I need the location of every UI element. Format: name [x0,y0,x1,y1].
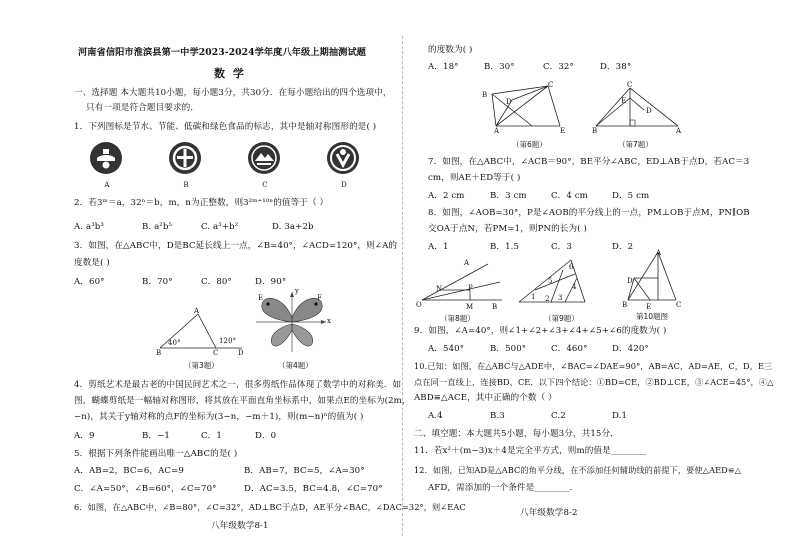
figure-9 [515,256,595,306]
q7-option-a: A．2 cm [428,191,465,201]
fig8-label-n: N [436,285,443,293]
q8-option-a: A．1 [428,242,449,252]
figure-6 [488,80,566,134]
figure-8 [418,260,504,306]
left-footer: 八年级数学8-1 [211,521,269,531]
q5-option-d: D．AC=3.5，BC=4.8，∠C=70° [244,484,383,494]
fig7-label-b: B [592,127,598,135]
logo-label-d: D [341,181,347,189]
logo-label-a: A [104,181,110,189]
fig4-label-e: E [258,294,264,302]
q6-option-d: D．38° [600,62,632,72]
fig3-angle-b: 40° [168,339,181,347]
fig8-label-a: A [464,259,470,267]
subject-heading: 数 学 [214,67,246,80]
question-6-cont: 的度数为( ) [428,45,473,55]
fig10-label-b: B [622,301,628,309]
fig4-caption: （第4题） [278,361,313,370]
energy-saving-logo [168,141,202,175]
q7-option-b: B．3 cm [490,191,527,201]
fig6-label-a: A [494,127,500,135]
q3-option-c: C．80° [201,277,232,287]
q6-option-a: A．18° [428,62,459,72]
q7-option-d: D．5 cm [612,191,650,201]
q7-option-c: C．4 cm [551,191,588,201]
q9-option-a: A．540° [428,344,465,354]
q4-option-a: A．9 [74,431,95,441]
fig9-angle-5: 5 [548,277,553,285]
question-10-cont2: ABD≌△ACE，其中正确的个数（ ） [414,393,557,403]
q9-option-c: C．460° [551,344,588,354]
low-carbon-logo [247,141,281,175]
q9-option-d: D．420° [612,344,649,354]
q8-option-c: C．3 [551,242,572,252]
fig9-angle-6: 6 [569,263,574,271]
fig3-label-d: D [238,349,244,357]
fig3-caption: （第3题） [184,361,219,370]
section1-heading: 一、选择题 本大题共10小题，每小题3分，共30分．在每小题给出的四个选项中， [74,88,392,98]
fig7-label-e: E [621,97,627,105]
question-2: 2．若3ᵐ＝a，32ⁿ＝b，m，n为正整数，则3²ᵐ⁺¹⁰ⁿ的值等于（ ） [74,198,329,208]
fig9-angle-3: 3 [558,294,563,302]
green-food-logo [326,141,360,175]
q5-option-b: B．AB=7，BC=5，∠A=30° [244,466,365,476]
water-saving-logo [89,141,123,175]
fig9-angle-1: 1 [531,293,536,301]
q5-option-a: A．AB=2，BC=6，AC=9 [74,466,184,476]
question-8-cont: 交OA于点N，若PM=1，则PN的长为( ) [428,224,587,234]
fig9-angle-2: 2 [545,295,550,303]
question-4-cont2: −n)，其关于y轴对称的点F的坐标为(3−n，−m＋1)，则(m−n)ⁿ的值为( ) [74,412,364,422]
q2-option-b: B. a²b⁵ [142,222,172,232]
right-footer: 八年级数学8-2 [520,508,578,518]
q8-option-d: D．2 [612,242,634,252]
question-11: 11．若x²＋(m−3)x＋4是完全平方式，则m的值是________ [414,446,646,456]
fig9-caption: （第9题） [544,314,579,323]
page-divider [402,36,403,536]
logo-label-b: B [183,181,189,189]
q6-option-c: C．32° [543,62,574,72]
question-5: 5．根据下列条件能画出唯一△ABC的是( ) [74,449,238,459]
question-12-cont: AFD，需添加的一个条件是________． [428,483,579,493]
fig10-label-e: E [646,303,652,311]
q3-option-d: D．90° [255,277,287,287]
figure-7 [592,80,684,134]
fig8-label-b: B [492,303,498,311]
q2-option-a: A. a³b³ [74,222,104,232]
figure-3-triangle [150,306,250,358]
q4-option-b: B．−1 [142,431,170,441]
q10-option-d: D.1 [612,411,628,421]
fig10-label-d: D [627,277,633,285]
q10-option-c: C.2 [551,411,566,421]
q6-option-b: B．30° [484,62,515,72]
question-10: 10.已知：如图，在△ABC与△ADE中，∠BAC=∠DAE=90°，AB=AC，AD=AE，C，D，E三 [414,361,773,371]
fig6-label-d: D [506,98,512,106]
fig9-angle-4: 4 [572,283,577,291]
fig3-label-c: C [213,349,219,357]
fig8-label-o: O [416,301,422,309]
question-12: 12．如图，已知AD是△ABC的角平分线，在不添加任何辅助线的前提下，要使△AED≌△ [414,465,742,475]
question-7-cont: cm，则AE＋ED等于( ) [428,173,521,183]
fig8-caption: （第8题） [440,314,475,323]
question-4: 4．剪纸艺术是最古老的中国民间艺术之一，很多剪纸作品体现了数学中的对称美．如 [74,380,402,390]
question-3-cont: 度数是( ) [74,258,110,268]
fig6-label-e: E [560,127,566,135]
question-6: 6．如图，在△ABC中，∠B=80°，∠C=32°，AD⊥BC于点D，AE平分∠BAC，∠DAC=32°，则∠EAC [74,502,466,512]
q9-option-b: B．500° [490,344,527,354]
fig4-axis-y: y [295,287,300,295]
q10-option-a: A.4 [428,411,443,421]
fig7-label-a: A [676,127,682,135]
fig6-label-c: C [548,81,554,89]
fig10-label-c: C [676,301,682,309]
q2-option-c: C. a³+b² [201,222,239,232]
logo-label-c: C [262,181,268,189]
fig10-caption: 第10题图 [636,312,669,321]
question-10-cont1: 点在同一直线上，连接BD、CE．以下四个结论：①BD=CE，②BD⊥CE，③∠ACE=45°，④△ [414,377,774,387]
fig6-label-b: B [482,91,488,99]
q10-option-b: B.3 [490,411,505,421]
question-3: 3．如图，在△ABC中，D是BC延长线上一点，∠B=40°，∠ACD=120°，则∠A的 [74,241,398,251]
q5-option-c: C．∠A=50°，∠B=60°，∠C=70° [74,484,217,494]
q4-option-c: C．1 [201,431,222,441]
section2-heading: 二、填空题：本大题共5小题，每小题3分，共15分． [414,429,619,439]
question-9: 9．如图，∠A=40°，则∠1+∠2+∠3+∠4+∠5+∠6的度数为( ) [414,326,667,336]
q3-option-b: B．70° [142,277,173,287]
question-4-cont1: 图，蝴蝶剪纸是一幅轴对称图形，将其放在平面直角坐标系中，如果点E的坐标为(2m， [74,396,411,406]
fig7-label-d: D [646,107,652,115]
fig7-caption: （第7题） [618,140,653,149]
question-8: 8．如图，∠AOB=30°，P是∠AOB的平分线上的一点，PM⊥OB于点M，PN∥OB [428,208,750,218]
question-1: 1．下列图标是节水、节能、低碳和绿色食品的标志，其中是轴对称图形的是( ) [74,122,377,132]
fig3-label-b: B [156,349,162,357]
fig4-label-f: F [317,294,322,302]
fig4-axis-x: x [327,317,332,325]
exam-title: 河南省信阳市淮滨县第一中学2023-2024学年度八年级上期抽测试题 [78,47,367,58]
q3-option-a: A．60° [74,277,105,287]
q8-option-b: B．1.5 [490,242,520,252]
fig7-label-c: C [627,81,633,89]
fig6-caption: （第6题） [512,140,547,149]
fig8-label-p: P [468,284,473,292]
fig8-label-m: M [466,303,474,311]
section1-heading-cont: 只有一项是符合题目要求的． [86,103,200,113]
fig3-label-a: A [194,307,200,315]
q4-option-d: D．0 [255,431,277,441]
q2-option-d: D. 3a+2b [272,222,314,232]
fig10-label-a: A [656,249,662,257]
fig3-angle-acd: 120° [219,337,237,345]
question-7: 7．如图，在△ABC中，∠ACB＝90°，BE平分∠ABC，ED⊥AB于点D，若AC＝3 [428,157,750,167]
